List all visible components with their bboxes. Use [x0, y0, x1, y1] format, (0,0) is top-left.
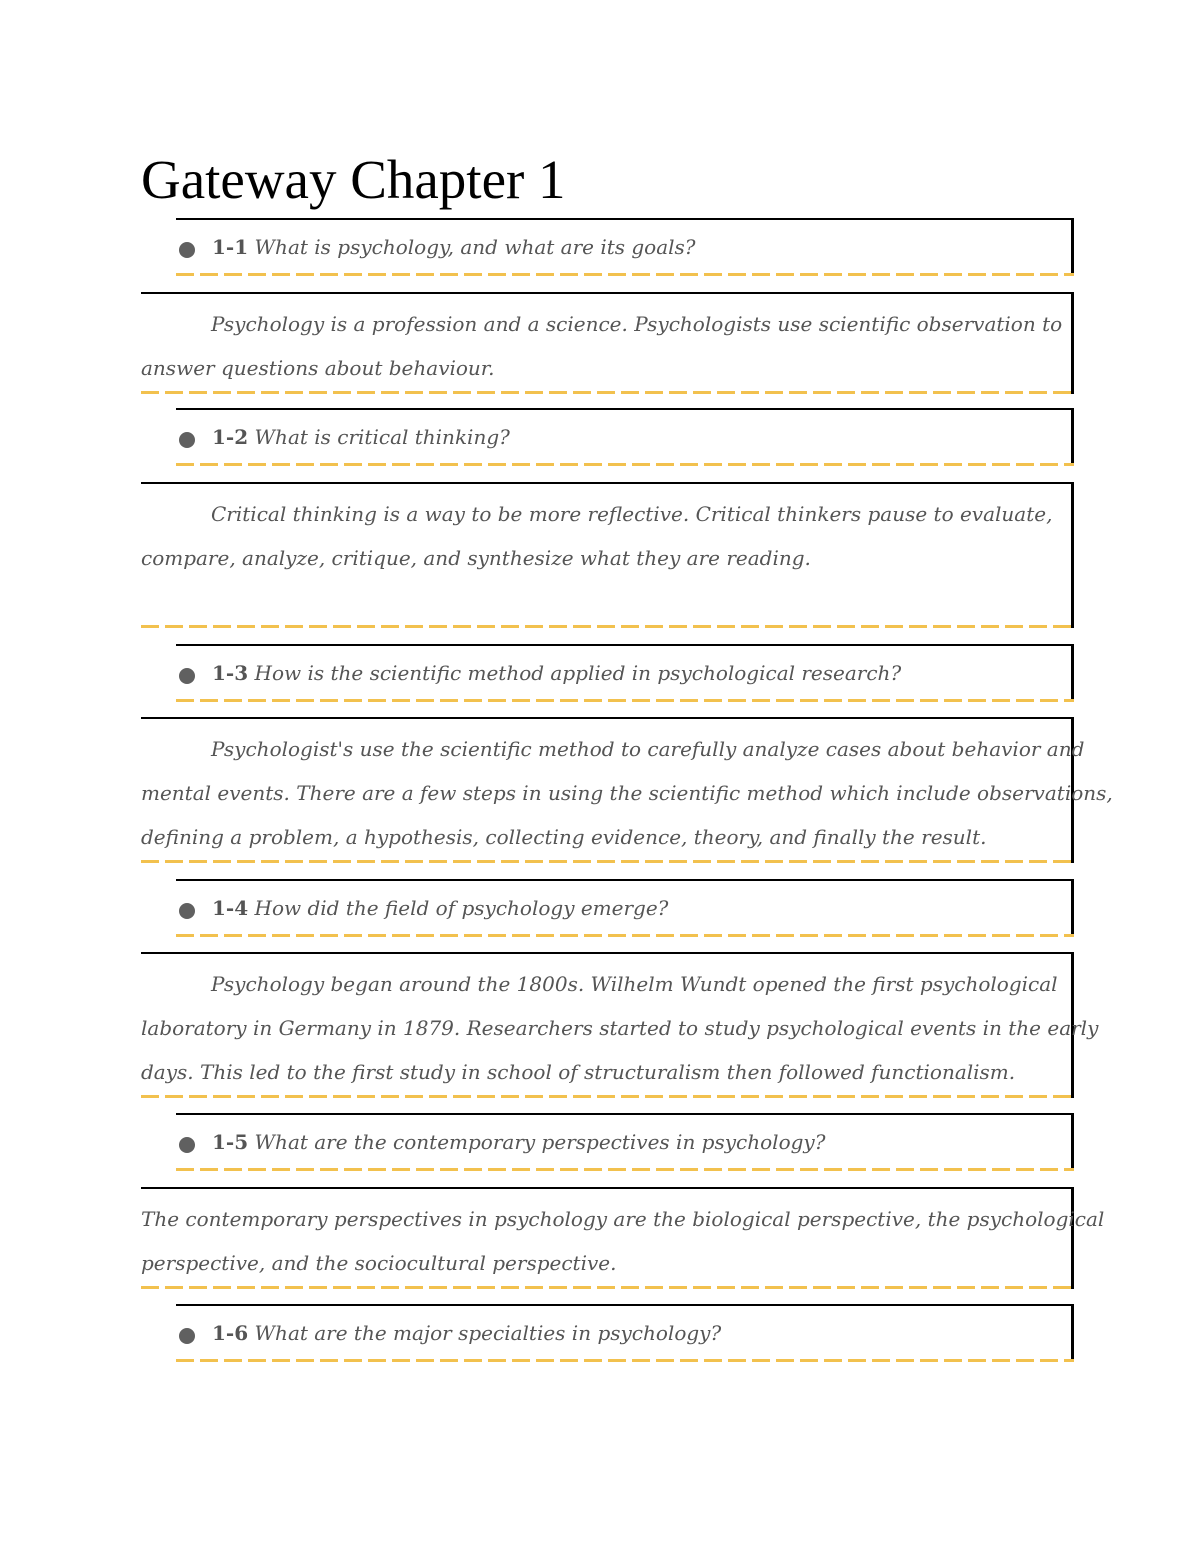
- bullet-icon: [179, 903, 195, 919]
- question-box: [176, 879, 1074, 937]
- answer-line: Psychology began around the 1800s. Wilhelm Wundt opened the first psychological: [211, 972, 1058, 996]
- question-text: How is the scientific method applied in psychological research?: [254, 661, 902, 685]
- answer-text: [141, 302, 1066, 390]
- answer-line: compare, analyze, critique, and synthesize what they are reading.: [141, 546, 811, 570]
- question-line: [212, 231, 696, 263]
- question-text: What is psychology, and what are its goals?: [254, 235, 696, 259]
- question-number: 1-4: [212, 896, 249, 920]
- answer-text: [141, 1197, 1105, 1285]
- answer-text: [141, 727, 1113, 859]
- question-text: What are the major specialties in psychology?: [254, 1321, 722, 1345]
- answer-box[interactable]: [141, 292, 1074, 394]
- answer-line: perspective, and the sociocultural perspective.: [141, 1251, 617, 1275]
- answer-line: Psychology is a profession and a science. Psychologists use scientific observation to: [211, 312, 1063, 336]
- answer-line: mental events. There are a few steps in using the scientific method which include observations,: [141, 781, 1113, 805]
- question-line: [212, 892, 668, 924]
- answer-line: Psychologist's use the scientific method to carefully analyze cases about behavior and: [211, 737, 1085, 761]
- question-box: [176, 408, 1074, 466]
- question-line: [212, 1317, 721, 1349]
- answer-box[interactable]: [141, 482, 1074, 628]
- question-line: [212, 421, 510, 453]
- question-number: 1-3: [212, 661, 249, 685]
- question-box: [176, 1113, 1074, 1171]
- answer-line: The contemporary perspectives in psychology are the biological perspective, the psychological: [141, 1207, 1105, 1231]
- question-line: [212, 1126, 825, 1158]
- bullet-icon: [179, 1137, 195, 1153]
- question-line: [212, 657, 901, 689]
- bullet-icon: [179, 668, 195, 684]
- question-box: [176, 218, 1074, 276]
- question-box: [176, 644, 1074, 702]
- question-text: How did the field of psychology emerge?: [254, 896, 669, 920]
- question-text: What is critical thinking?: [254, 425, 510, 449]
- answer-text: [141, 962, 1099, 1094]
- question-number: 1-5: [212, 1130, 249, 1154]
- answer-line: laboratory in Germany in 1879. Researchers started to study psychological events in the early: [141, 1016, 1099, 1040]
- page-title: Gateway Chapter 1: [141, 149, 566, 210]
- bullet-icon: [179, 242, 195, 258]
- answer-line: days. This led to the first study in school of structuralism then followed functionalism.: [141, 1060, 1016, 1084]
- question-number: 1-2: [212, 425, 249, 449]
- answer-box[interactable]: [141, 952, 1099, 1098]
- bullet-icon: [179, 432, 195, 448]
- answer-box[interactable]: [141, 717, 1113, 863]
- answer-box[interactable]: [141, 1187, 1105, 1289]
- question-box: [176, 1304, 1074, 1362]
- answer-line: Critical thinking is a way to be more reflective. Critical thinkers pause to evaluate,: [211, 502, 1053, 526]
- question-text: What are the contemporary perspectives in psychology?: [254, 1130, 826, 1154]
- answer-line: answer questions about behaviour.: [141, 356, 495, 380]
- answer-text: [141, 492, 1066, 580]
- question-number: 1-6: [212, 1321, 249, 1345]
- answer-line: defining a problem, a hypothesis, collecting evidence, theory, and finally the result.: [141, 825, 987, 849]
- question-number: 1-1: [212, 235, 249, 259]
- bullet-icon: [179, 1328, 195, 1344]
